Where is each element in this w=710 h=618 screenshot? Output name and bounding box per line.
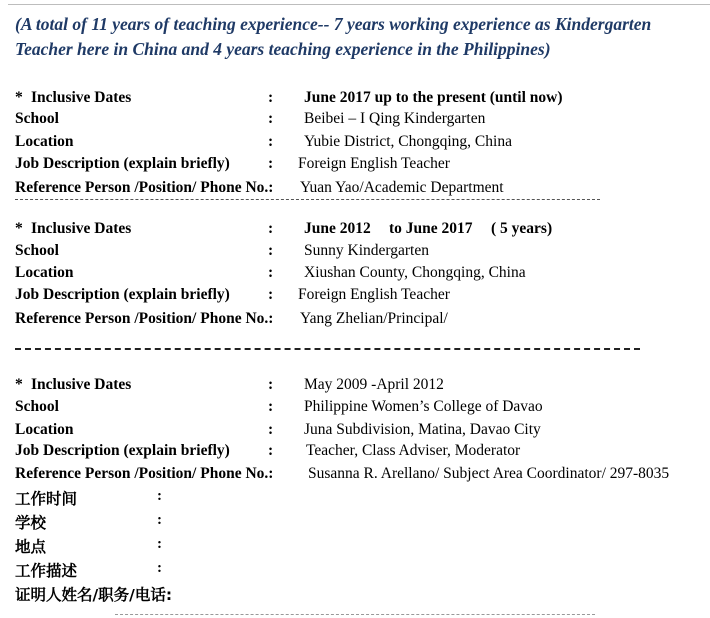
colon: : (268, 398, 274, 415)
job3-location: Juna Subdivision, Matina, Davao City (304, 421, 541, 438)
job1-ref: Yuan Yao/Academic Department (300, 179, 504, 196)
colon: : (268, 421, 274, 438)
job2-ref: Yang Zhelian/Principal/ (300, 310, 448, 327)
job2-dates-start: June 2012 (304, 220, 371, 237)
job2-ref-row (0, 309, 710, 333)
job1-job: Foreign English Teacher (298, 155, 450, 172)
job1-location: Yubie District, Chongqing, China (304, 133, 512, 150)
colon: : (157, 560, 162, 576)
job3-ref: Susanna R. Arellano/ Subject Area Coordinator/ 297-8035 (308, 465, 670, 482)
colon: : (268, 133, 274, 150)
ref-label: Reference Person /Position/ Phone No.: (15, 465, 274, 482)
location-label: Location (15, 264, 74, 281)
job2-school: Sunny Kindergarten (304, 242, 429, 259)
colon: : (157, 512, 162, 528)
job2-dates-end: to June 2017 (389, 220, 473, 237)
colon: : (157, 536, 162, 552)
cn-school-label: 学校 (15, 514, 47, 532)
dates-label: Inclusive Dates (31, 376, 132, 393)
cn-location-label: 地点 (15, 538, 47, 556)
colon: : (268, 220, 274, 237)
school-label: School (15, 110, 59, 127)
school-label: School (15, 242, 59, 259)
job2-location-row (0, 263, 710, 287)
colon: : (268, 286, 274, 303)
colon: : (268, 442, 274, 459)
job2-location: Xiushan County, Chongqing, China (304, 264, 526, 281)
ref-label: Reference Person /Position/ Phone No.: (15, 310, 274, 327)
colon: : (268, 242, 274, 259)
cn-reference-label: 证明人姓名/职务/电话: (15, 586, 173, 604)
school-label: School (15, 398, 59, 415)
job2-job: Foreign English Teacher (298, 286, 450, 303)
star-icon: * (15, 376, 23, 393)
top-divider (8, 4, 710, 5)
job1-school: Beibei – I Qing Kindergarten (304, 110, 486, 127)
colon: : (268, 264, 274, 281)
star-icon: * (15, 220, 23, 237)
job1-location-row (0, 132, 710, 156)
job-label: Job Description (explain briefly) (15, 155, 230, 172)
job1-dates: June 2017 up to the present (until now) (304, 89, 563, 106)
job3-ref-row (0, 464, 710, 488)
location-label: Location (15, 421, 74, 438)
job3-job: Teacher, Class Adviser, Moderator (306, 442, 521, 459)
job-label: Job Description (explain briefly) (15, 286, 230, 303)
star-icon: * (15, 89, 23, 106)
job3-school-row (0, 397, 710, 421)
job3-job-row (0, 441, 710, 465)
cn-work-time-label: 工作时间 (15, 490, 78, 508)
colon: : (268, 376, 274, 393)
job3-school: Philippine Women’s College of Davao (304, 398, 543, 415)
job-label: Job Description (explain briefly) (15, 442, 230, 459)
dates-label: Inclusive Dates (31, 89, 132, 106)
section-divider (15, 348, 640, 350)
bottom-divider (115, 614, 595, 615)
job3-dates: May 2009 -April 2012 (304, 376, 444, 393)
cn-job-desc-label: 工作描述 (15, 562, 78, 580)
colon: : (268, 89, 274, 106)
job3-dates-row (0, 375, 710, 399)
colon: : (268, 155, 274, 172)
colon: : (157, 488, 162, 504)
location-label: Location (15, 133, 74, 150)
job1-job-row (0, 154, 710, 178)
dates-label: Inclusive Dates (31, 220, 132, 237)
ref-label: Reference Person /Position/ Phone No.: (15, 179, 274, 196)
colon: : (268, 110, 274, 127)
job1-school-row (0, 109, 710, 133)
job2-school-row (0, 241, 710, 265)
section-divider (15, 199, 600, 200)
job2-dates-row (0, 219, 710, 243)
job2-duration: ( 5 years) (491, 220, 553, 237)
job2-job-row (0, 285, 710, 309)
experience-summary: (A total of 11 years of teaching experience-- 7 years working experience as Kindergarten Teacher here in China and 4 years teaching experience in the Philippines) (15, 14, 652, 59)
